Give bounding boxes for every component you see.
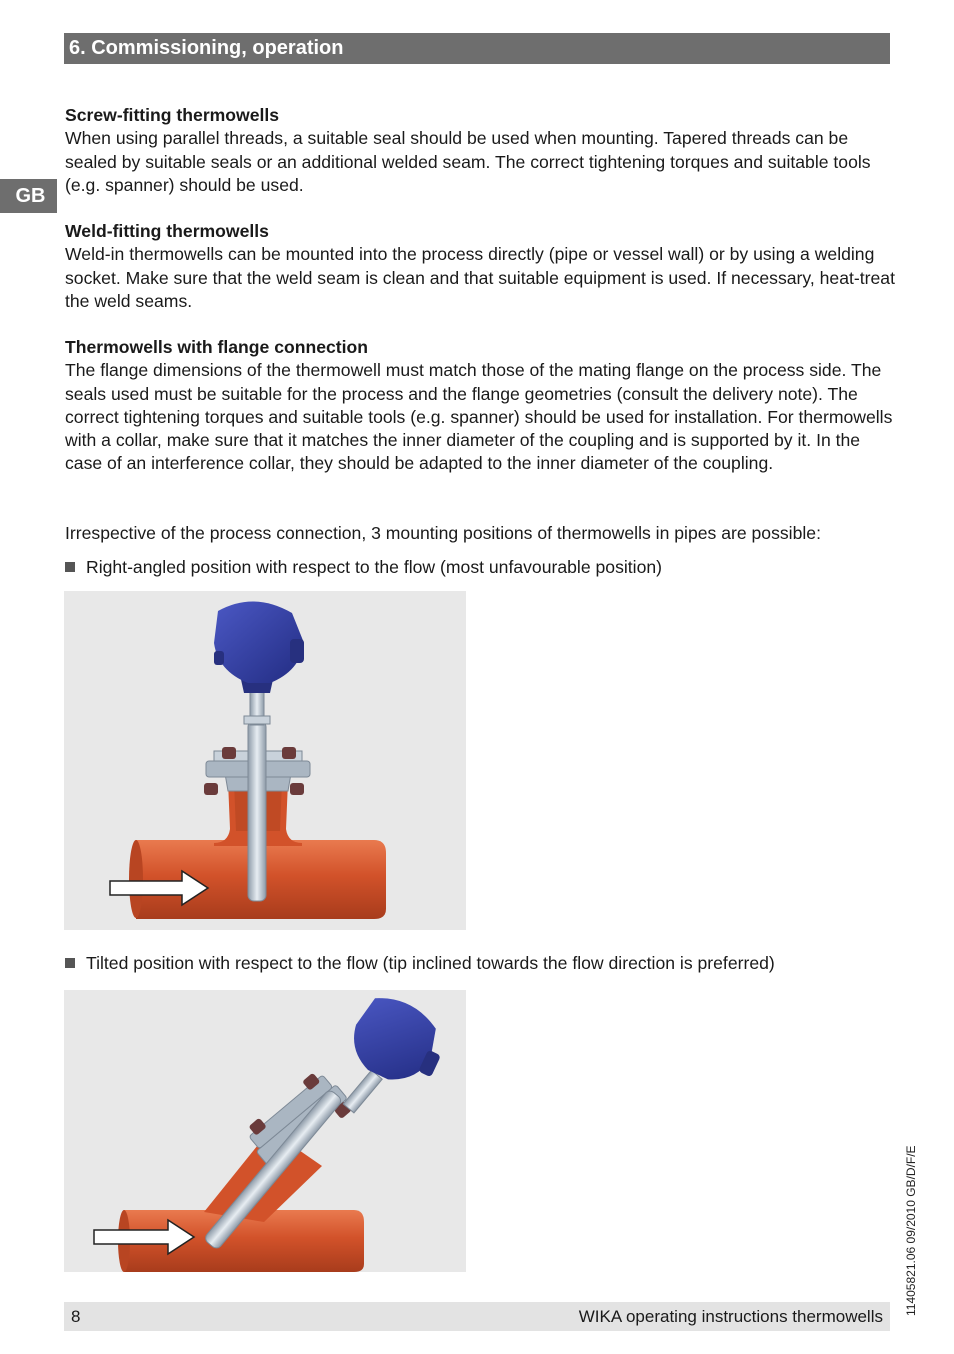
bullet-text: Tilted position with respect to the flow (tip inclined towards the flow direction is preferred) — [86, 953, 775, 973]
weld-body: Weld-in thermowells can be mounted into the process directly (pipe or vessel wall) or by using a welding socket. Make sure that the weld seam is clean and that suitable equipment is used. If necessary, heat-treat the weld seams. — [65, 244, 895, 311]
tilted-illustration — [64, 990, 466, 1272]
weld-heading: Weld-fitting thermowells — [65, 221, 269, 241]
head-clip — [214, 651, 224, 665]
intro-paragraph — [65, 522, 895, 545]
bolt-icon — [290, 783, 304, 795]
neck-nut — [244, 716, 270, 724]
bullet-item-right-angled — [65, 556, 662, 579]
bolt-icon — [222, 747, 236, 759]
screw-body: When using parallel threads, a suitable seal should be used when mounting. Tapered threads can be sealed by suitable seals or an additional welded seam. The correct tightening torques and suitable tools (e.g. spanner) should be used. — [65, 128, 871, 195]
square-bullet-icon — [65, 958, 75, 968]
figure-right-angled — [64, 591, 466, 930]
language-label: GB — [15, 185, 46, 207]
figure-tilted — [64, 990, 466, 1272]
flange-heading: Thermowells with flange connection — [65, 337, 369, 357]
bolt-icon — [282, 747, 296, 759]
bullet-text: Right-angled position with respect to the flow (most unfavourable position) — [86, 557, 663, 577]
section-header — [64, 33, 890, 64]
thermowell-stem — [248, 721, 266, 901]
document-code: 11405821.06 09/2010 GB/D/F/E — [904, 1145, 918, 1316]
pipe-end — [129, 840, 143, 918]
flange-body: The flange dimensions of the thermowell must match those of the mating flange on the process side. The seals used must be suitable for the process and the flange geometries (consult the delivery note). The correct tightening torques and suitable tools (e.g. spanner) should be used for installation. For thermowells with a collar, make sure that it matches the inner diameter of the coupling and is supported by it. In the case of an interference collar, they should be adapted to the inner diameter of the coupling. — [65, 360, 893, 474]
right-angled-illustration — [64, 591, 466, 930]
flange-section — [65, 336, 895, 476]
page-footer — [64, 1302, 890, 1331]
weld-section — [65, 220, 895, 313]
footer-title: WIKA operating instructions thermowells — [578, 1307, 883, 1326]
cable-gland — [290, 639, 304, 663]
bullet-item-tilted — [65, 952, 775, 975]
language-tab — [0, 179, 57, 213]
section-title: 6. Commissioning, operation — [69, 37, 344, 59]
thermowell-neck — [343, 1070, 382, 1113]
bolt-icon — [204, 783, 218, 795]
intro-text: Irrespective of the process connection, 3 mounting positions of thermowells in pipes are possible: — [65, 523, 821, 543]
screw-heading: Screw-fitting thermowells — [65, 105, 280, 125]
square-bullet-icon — [65, 562, 75, 572]
screw-section — [65, 104, 895, 197]
page-number: 8 — [71, 1307, 81, 1326]
connection-head-icon — [341, 990, 448, 1092]
